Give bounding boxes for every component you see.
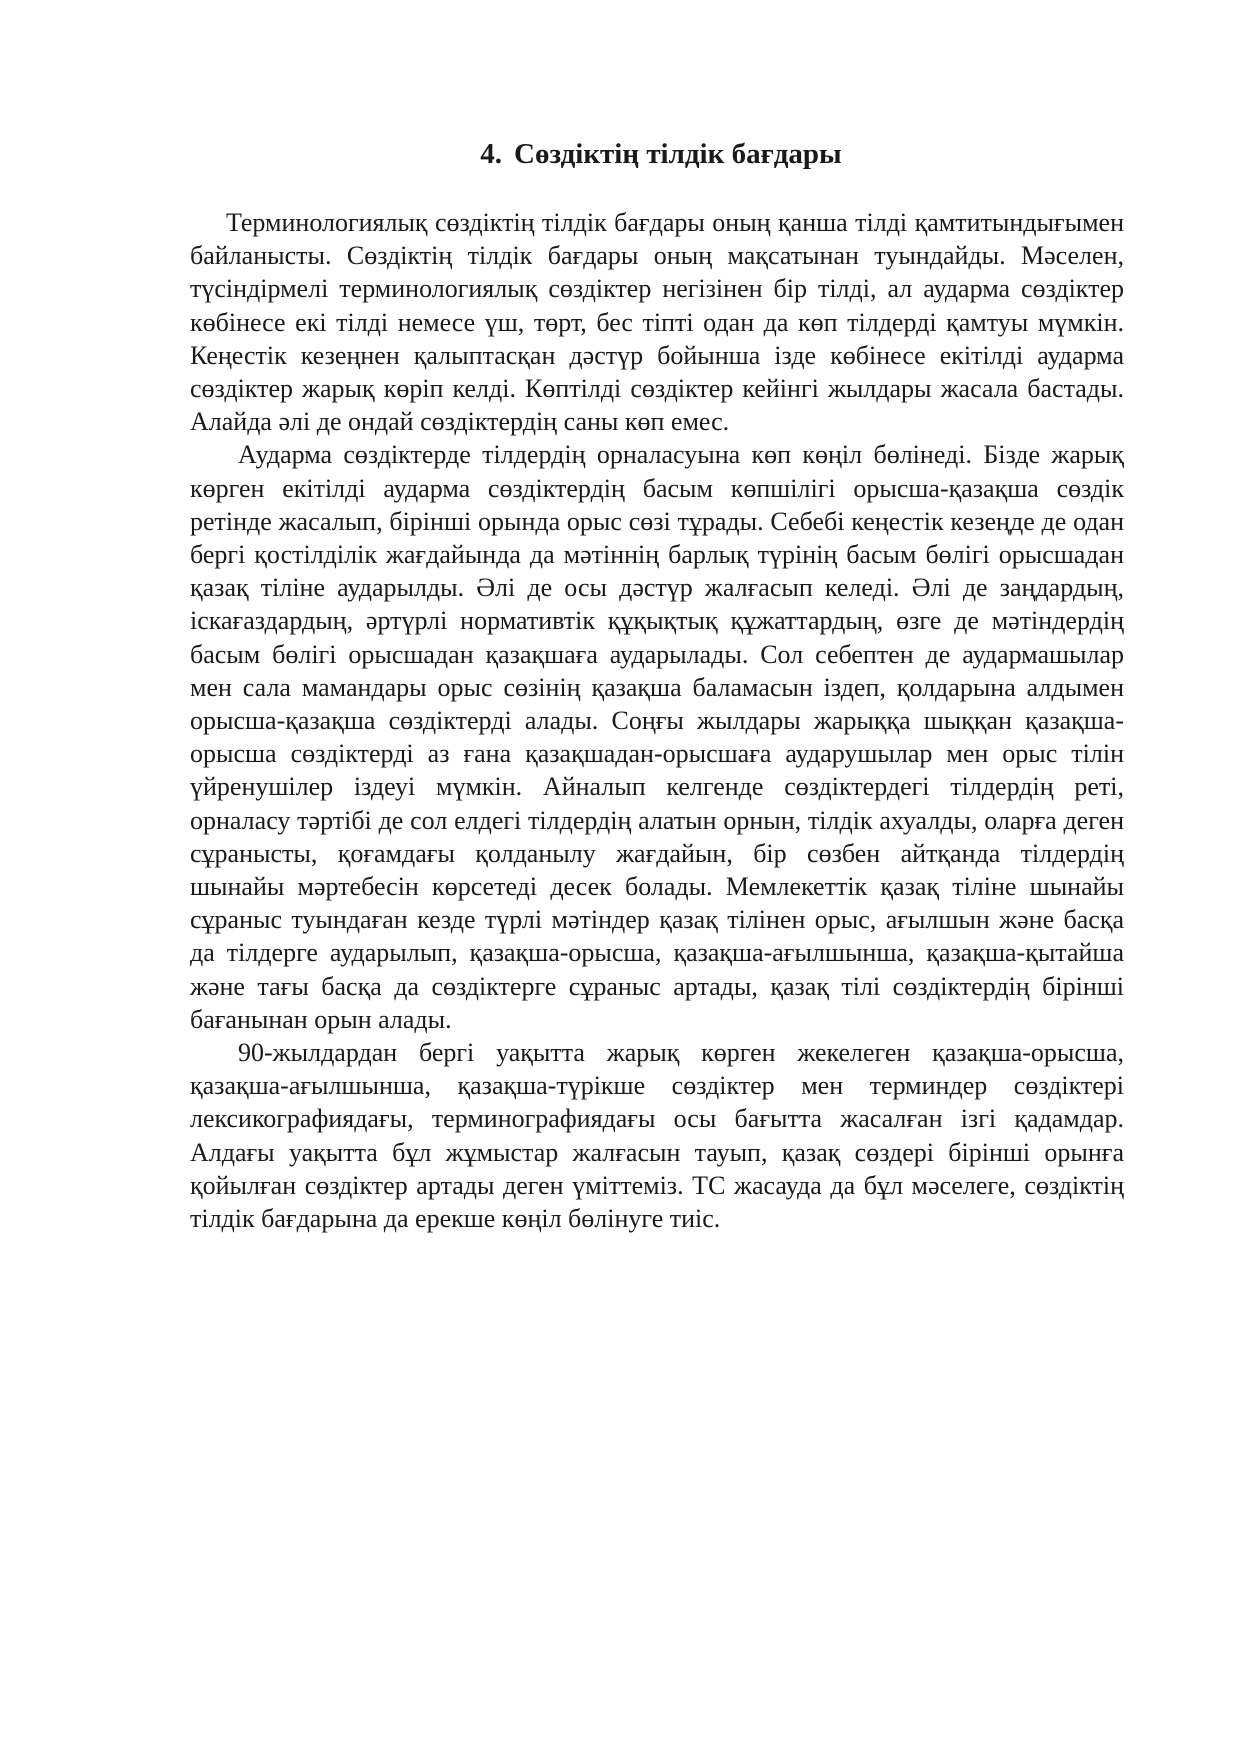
section-title: Сөздіктің тілдік бағдары [514, 138, 842, 170]
section-heading [190, 136, 1124, 172]
paragraph: 90-жылдардан бергі уақытта жарық көрген жекелеген қазақша-орысша, қазақша-ағылшынша, қазақша-түрікше сөздіктер мен терминдер сөздіктері лексикографиядағы, терминографиядағы осы бағытта жасалған ізгі қадамдар. Алдағы уақытта бұл жұмыстар жалғасын тауып, қазақ сөздері бірінші орынға қойылған сөздіктер артады деген үміттеміз. ТС жасауда да бұл мәселеге, сөздіктің тілдік бағдарына да ерекше көңіл бөлінуге тиіс. [190, 1038, 1124, 1234]
section-number: 4. [480, 138, 503, 170]
paragraph: Терминологиялық сөздіктің тілдік бағдары оның қанша тілді қамтитындығымен байланысты. Сөздіктің тілдік бағдары оның мақсатынан туындайды. Мәселен, түсіндірмелі терминологиялық сөздіктер негізінен бір тілді, ал аударма сөздіктер көбінесе екі тілді немесе үш, төрт, бес тіпті одан да көп тілдерді қамтуы мүмкін. Кеңестік кезеңнен қалыптасқан дәстүр бойынша ізде көбінесе екітілді аударма сөздіктер жарық көріп келді. Көптілді сөздіктер кейінгі жылдары жасала бастады. Алайда әлі де ондай сөздіктердің саны көп емес. [190, 208, 1124, 437]
paragraph: Аударма сөздіктерде тілдердің орналасуына көп көңіл бөлінеді. Бізде жарық көрген екітілді аударма сөздіктердің басым көпшілігі орысша-қазақша сөздік ретінде жасалып, бірінші орында орыс сөзі тұрады. Себебі кеңестік кезеңде де одан бергі қостілділік жағдайында да мәтіннің барлық түрінің басым бөлігі орысшадан қазақ тіліне аударылды. Әлі де осы дәстүр жалғасып келеді. Әлі де заңдардың, іскағаздардың, әртүрлі нормативтік құқықтық құжаттардың, өзге де мәтіндердің басым бөлігі орысшадан қазақшаға аударылады. Сол себептен де аудармашылар мен сала мамандары орыс сөзінің қазақша баламасын іздеп, қолдарына алдымен орысша-қазақша сөздіктерді алады. Соңғы жылдары жарыққа шыққан қазақша-орысша сөздіктерді аз ғана қазақшадан-орысшаға аударушылар мен орыс тілін үйренушілер іздеуі мүмкін. Айналып келгенде сөздіктердегі тілдердің реті, орналасу тәртібі де сол елдегі тілдердің алатын орнын, тілдік ахуалды, оларға деген сұранысты, қоғамдағы қолданылу жағдайын, бір сөзбен айтқанда тілдердің шынайы мәртебесін көрсетеді десек болады. Мемлекеттік қазақ тіліне шынайы сұраныс туындаған кезде түрлі мәтіндер қазақ тілінен орыс, ағылшын және басқа да тілдерге аударылып, қазақша-орысша, қазақша-ағылшынша, қазақша-қытайша және тағы басқа да сөздіктерге сұраныс артады, қазақ тілі сөздіктердің бірінші бағанынан орын алады. [190, 440, 1124, 1034]
body-text [190, 206, 1124, 1235]
